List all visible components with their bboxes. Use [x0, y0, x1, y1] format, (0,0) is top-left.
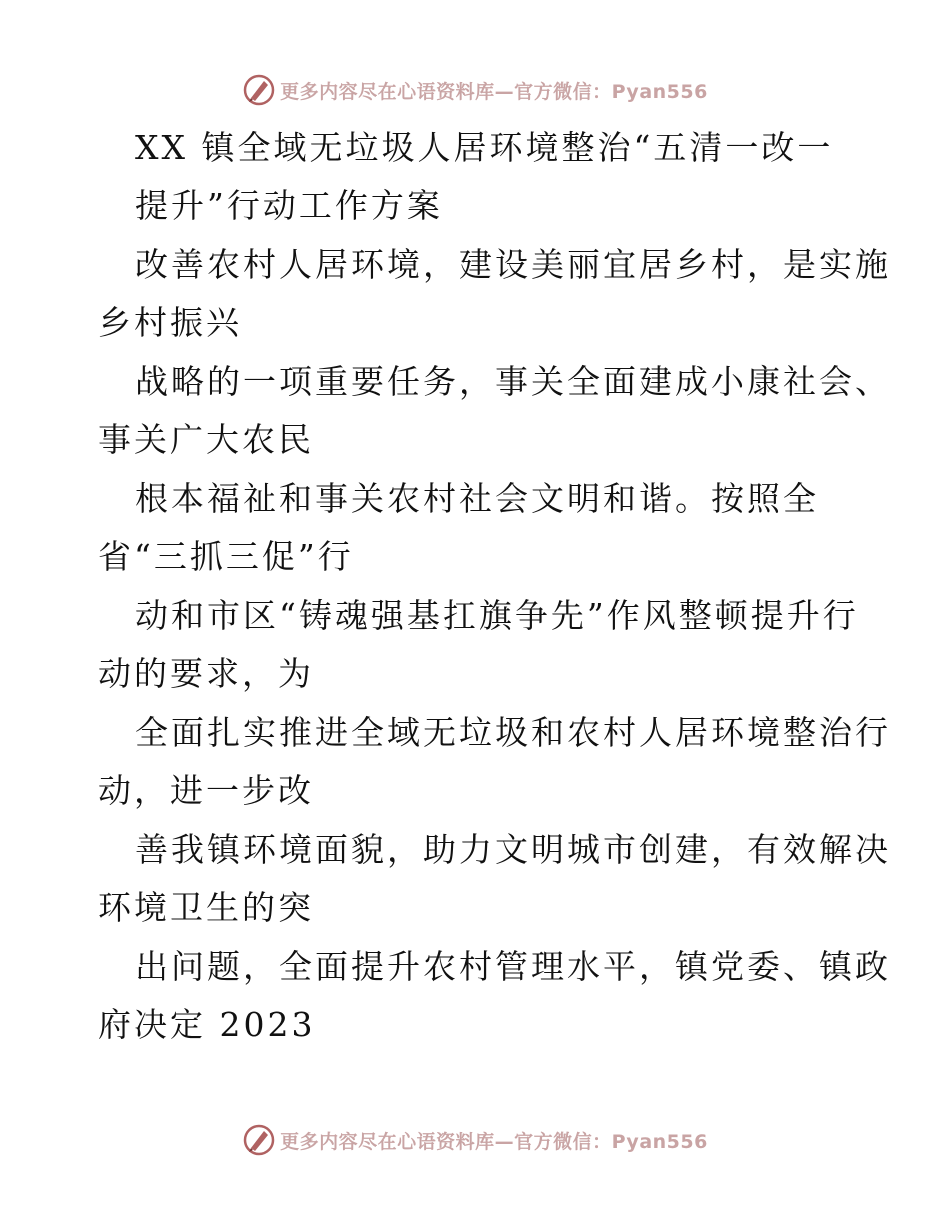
document-title-line-2: 提升”行动工作方案: [135, 186, 443, 225]
paragraph-line: 动，进一步改: [98, 771, 314, 810]
paragraph-line: 府决定 2023: [98, 1005, 316, 1044]
paragraph-line: 乡村振兴: [98, 303, 242, 342]
watermark-footer: [0, 1120, 950, 1160]
paragraph-line: 根本福祉和事关农村社会文明和谐。按照全: [135, 479, 819, 518]
paragraph-line: 出问题，全面提升农村管理水平，镇党委、镇政: [135, 947, 891, 986]
paragraph-line: 改善农村人居环境，建设美丽宜居乡村，是实施: [135, 245, 891, 284]
document-title-line-1: XX 镇全域无垃圾人居环境整治“五清一改一: [135, 128, 834, 167]
paragraph-line: 战略的一项重要任务，事关全面建成小康社会、: [135, 362, 891, 401]
pen-logo-icon: [242, 1123, 276, 1157]
paragraph-line: 全面扎实推进全域无垃圾和农村人居环境整治行: [135, 713, 891, 752]
watermark-text: 更多内容尽在心语资料库—官方微信：Pyan556: [280, 1130, 708, 1153]
paragraph-line: 事关广大农民: [98, 420, 314, 459]
paragraph-line: 环境卫生的突: [98, 888, 314, 927]
paragraph-line: 动的要求，为: [98, 654, 314, 693]
paragraph-line: 动和市区“铸魂强基扛旗争先”作风整顿提升行: [135, 596, 859, 635]
paragraph-line: 省“三抓三促”行: [98, 537, 354, 576]
paragraph-line: 善我镇环境面貌，助力文明城市创建，有效解决: [135, 830, 891, 869]
watermark-text: 更多内容尽在心语资料库—官方微信：Pyan556: [280, 80, 708, 103]
